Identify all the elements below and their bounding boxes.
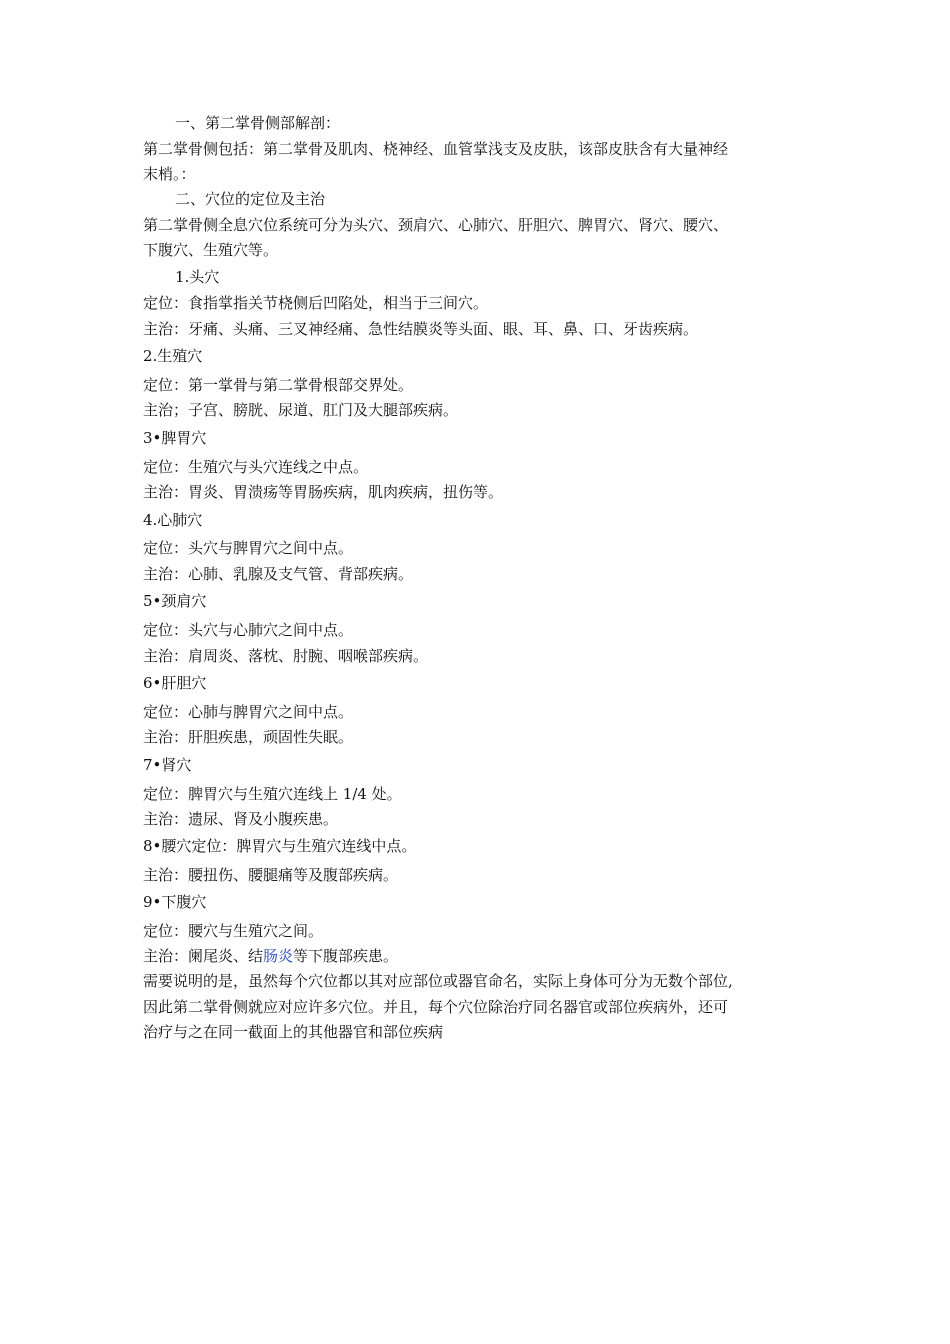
- point-9-treatment: [143, 945, 398, 966]
- point-4-treatment: 主治：心肺、乳腺及支气管、背部疾病。: [143, 565, 414, 583]
- note-line2: 因此第二掌骨侧就应对应许多穴位。并且，每个穴位除治疗同名器官或部位疾病外，还可: [143, 998, 729, 1016]
- point-2-treatment: 主治；子宫、膀胱、尿道、肛门及大腿部疾病。: [143, 401, 459, 419]
- point-5-treatment: 主治：肩周炎、落枕、肘腕、咽喉部疾病。: [143, 647, 429, 665]
- point-3-location: 定位：生殖穴与头穴连线之中点。: [143, 458, 369, 476]
- point-2-location: 定位：第一掌骨与第二掌骨根部交界处。: [143, 376, 414, 394]
- point-5-location: 定位：头穴与心肺穴之间中点。: [143, 621, 354, 639]
- point-3-treatment: 主治：胃炎、胃溃疡等胃肠疾病，肌肉疾病，扭伤等。: [143, 483, 504, 501]
- section1-text-line2: 末梢。：: [143, 165, 196, 183]
- enteritis-link[interactable]: 肠炎: [263, 947, 294, 965]
- section1-heading: 一、第二掌骨侧部解剖：: [175, 114, 341, 132]
- point-6-treatment: 主治：肝胆疾患，顽固性失眠。: [143, 728, 354, 746]
- point-5-title: 5•颈肩穴: [143, 592, 207, 610]
- section2-heading: 二、穴位的定位及主治: [175, 190, 326, 208]
- point-6-title: 6•肝胆穴: [143, 674, 207, 692]
- point-9-title: 9•下腹穴: [143, 893, 207, 911]
- point-3-title: 3•脾胃穴: [143, 429, 207, 447]
- point-8-treatment: 主治：腰扭伤、腰腿痛等及腹部疾病。: [143, 866, 399, 884]
- point-9-treatment-text-a: 主治：阑尾炎、结: [143, 947, 264, 965]
- point-7-location: 定位：脾胃穴与生殖穴连线上 1/4 处。: [143, 785, 402, 803]
- point-1-title: 1.头穴: [175, 268, 220, 286]
- point-2-title: 2.生殖穴: [143, 347, 203, 365]
- section2-text-line2: 下腹穴、生殖穴等。: [143, 241, 279, 259]
- note-line3: 治疗与之在同一截面上的其他器官和部位疾病: [143, 1023, 444, 1041]
- point-4-location: 定位：头穴与脾胃穴之间中点。: [143, 539, 354, 557]
- point-8-title-location: 8•腰穴定位：脾胃穴与生殖穴连线中点。: [143, 837, 417, 855]
- point-6-location: 定位：心肺与脾胃穴之间中点。: [143, 703, 354, 721]
- point-9-treatment-text-b: 等下腹部疾患。: [293, 947, 399, 965]
- point-9-location: 定位：腰穴与生殖穴之间。: [143, 922, 324, 940]
- point-1-treatment: 主治：牙痛、头痛、三叉神经痛、急性结膜炎等头面、眼、耳、鼻、口、牙齿疾病。: [143, 320, 699, 338]
- section1-text-line1: 第二掌骨侧包括：第二掌骨及肌肉、桡神经、血管掌浅支及皮肤，该部皮肤含有大量神经: [143, 140, 729, 158]
- section2-text-line1: 第二掌骨侧全息穴位系统可分为头穴、颈肩穴、心肺穴、肝胆穴、脾胃穴、肾穴、腰穴、: [143, 216, 729, 234]
- point-7-treatment: 主治：遗尿、肾及小腹疾患。: [143, 810, 339, 828]
- point-1-location: 定位：食指掌指关节桡侧后凹陷处，相当于三间穴。: [143, 294, 489, 312]
- point-4-title: 4.心肺穴: [143, 511, 203, 529]
- note-line1: 需要说明的是，虽然每个穴位都以其对应部位或器官命名，实际上身体可分为无数个部位,: [143, 972, 733, 990]
- point-7-title: 7•肾穴: [143, 756, 192, 774]
